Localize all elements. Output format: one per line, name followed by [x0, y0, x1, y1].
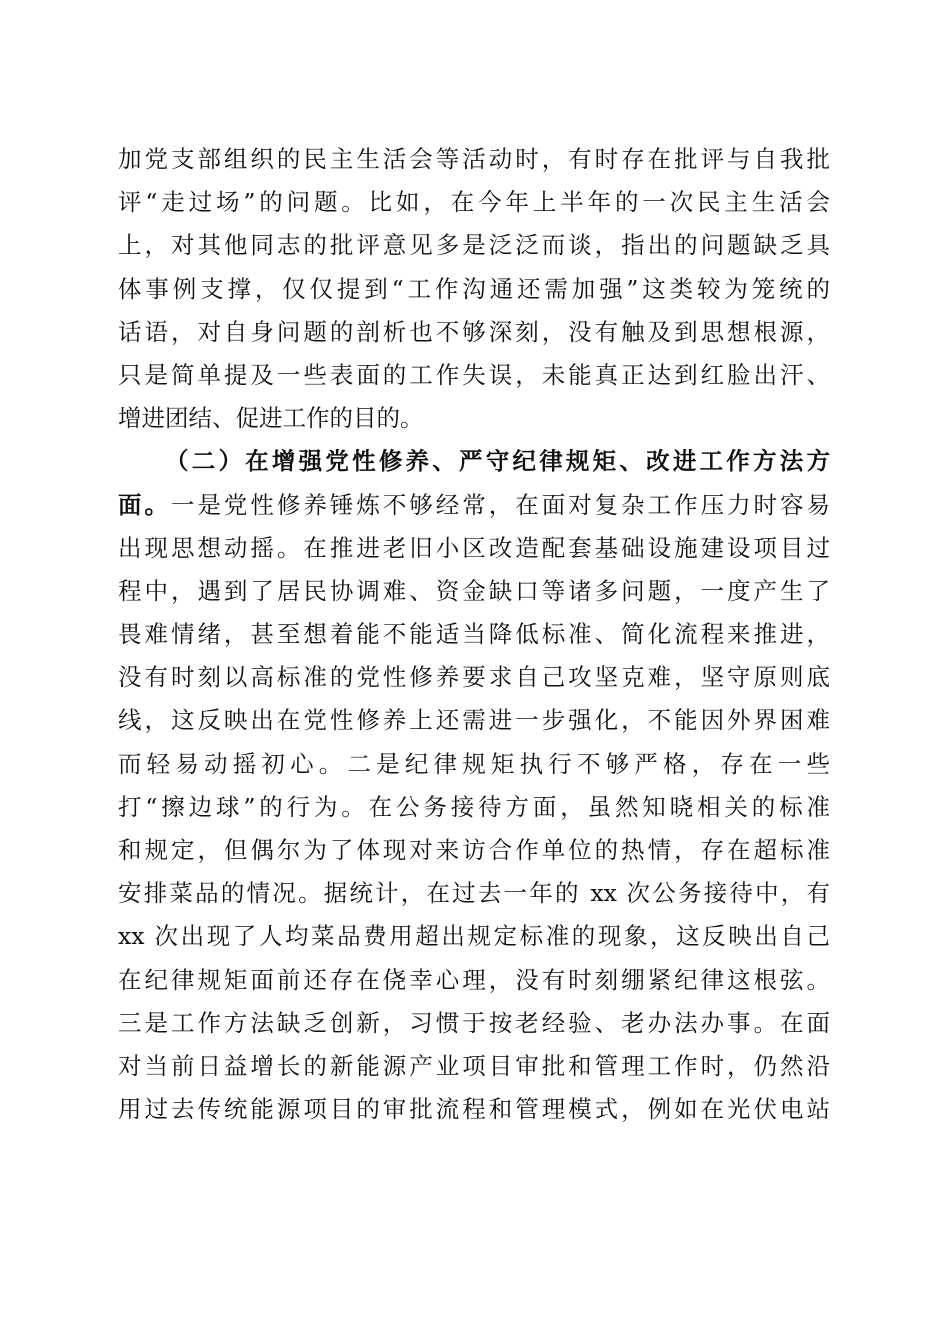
- paragraph-2: [118, 440, 830, 1131]
- text-line: 增进团结、促进工作的目的。: [118, 404, 424, 433]
- text-line: 安排菜品的情况。据统计，在过去一年的 xx 次公务接待中，有: [118, 879, 830, 908]
- text-line: 用过去传统能源项目的审批流程和管理模式，例如在光伏电站: [118, 1095, 830, 1124]
- text-line: 在纪律规矩面前还存在侥幸心理，没有时刻绷紧纪律这根弦。: [118, 965, 830, 994]
- text-line: 没有时刻以高标准的党性修养要求自己攻坚克难，坚守原则底: [118, 663, 830, 692]
- text-line: 畏难情绪，甚至想着能不能适当降低标准、简化流程来推进，: [118, 620, 830, 649]
- text-line: 而轻易动摇初心。二是纪律规矩执行不够严格，存在一些: [118, 749, 830, 778]
- text-line: 和规定，但偶尔为了体现对来访合作单位的热情，存在超标准: [118, 836, 830, 864]
- text-line: 话语，对自身问题的剖析也不够深刻，没有触及到思想根源，: [118, 317, 830, 346]
- text-line: 加党支部组织的民主生活会等活动时，有时存在批评与自我批: [118, 145, 830, 173]
- text-line: xx 次出现了人均菜品费用超出规定标准的现象，这反映出自己: [118, 922, 830, 951]
- text-line: 评“走过场”的问题。比如，在今年上半年的一次民主生活会: [118, 188, 830, 217]
- text-line: 三是工作方法缺乏创新，习惯于按老经验、老办法办事。在面: [118, 1008, 830, 1037]
- text-line: [118, 484, 830, 527]
- text-line: 对当前日益增长的新能源产业项目审批和管理工作时，仍然沿: [118, 1051, 830, 1080]
- text-line: 上，对其他同志的批评意见多是泛泛而谈，指出的问题缺乏具: [118, 231, 830, 260]
- text-line: 出现思想动摇。在推进老旧小区改造配套基础设施建设项目过: [118, 533, 830, 562]
- text-line: 只是简单提及一些表面的工作失误，未能真正达到红脸出汗、: [118, 360, 830, 389]
- text-line-rest: 一是党性修养锤炼不够经常，在面对复杂工作压力时容易: [170, 490, 830, 519]
- text-line: 程中，遇到了居民协调难、资金缺口等诸多问题，一度产生了: [118, 576, 830, 605]
- text-line: 打“擦边球”的行为。在公务接待方面，虽然知晓相关的标准: [118, 792, 830, 821]
- body-text: [118, 138, 830, 1131]
- section-heading-end: 面。: [118, 490, 171, 519]
- paragraph-1: [118, 138, 830, 440]
- section-heading: （二）在增强党性修养、严守纪律规矩、改进工作方法方: [165, 447, 830, 476]
- text-line: 体事例支撑，仅仅提到“工作沟通还需加强”这类较为笼统的: [118, 274, 830, 303]
- text-line: 线，这反映出在党性修养上还需进一步强化，不能因外界困难: [118, 706, 830, 735]
